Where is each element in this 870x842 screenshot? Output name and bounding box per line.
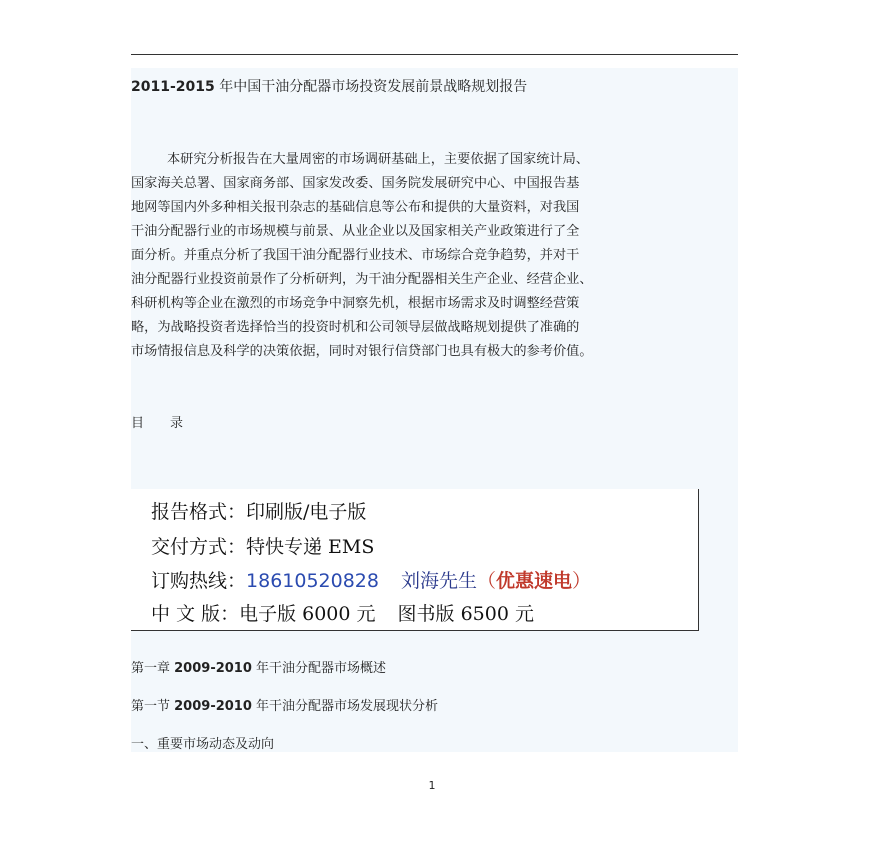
- format-label: 报告格式：: [151, 501, 247, 523]
- toc-text: 年干油分配器市场概述: [251, 661, 387, 676]
- promo-text: 优惠速电: [496, 570, 573, 592]
- intro-line: 油分配器行业投资前景作了分析研判，为干油分配器相关生产企业、经营企业、: [131, 272, 593, 287]
- intro-line: 略，为战略投资者选择恰当的投资时机和公司领导层做战略规划提供了准确的: [131, 320, 580, 335]
- price-row: [151, 599, 534, 626]
- intro-line: 市场情报信息及科学的决策依据，同时对银行信贷部门也具有极大的参考价值。: [131, 344, 593, 359]
- toc-heading: 目录: [131, 416, 210, 431]
- order-info-box: [131, 489, 699, 631]
- title-text: 年中国干油分配器市场投资发展前景战略规划报告: [214, 79, 528, 95]
- format-row: [151, 497, 366, 524]
- intro-line: 本研究分析报告在大量周密的市场调研基础上，主要依据了国家统计局、: [167, 152, 589, 167]
- toc-text: 年干油分配器市场发展现状分析: [251, 699, 439, 714]
- toc-prefix: 第一节: [131, 699, 175, 714]
- promo-open-paren: （: [477, 570, 497, 592]
- title-years: 2011-2015: [131, 79, 215, 95]
- toc-subsection-1[interactable]: [131, 733, 274, 752]
- toc-section-1[interactable]: [131, 695, 438, 714]
- delivery-value: 特快专递 EMS: [246, 536, 375, 558]
- hotline-label: 订购热线：: [151, 570, 247, 592]
- toc-prefix: 第一章: [131, 661, 175, 676]
- hotline-number[interactable]: 18610520828: [246, 570, 379, 592]
- format-value: 印刷版/电子版: [246, 501, 367, 523]
- report-title: [131, 76, 527, 96]
- hotline-contact: 刘海先生: [401, 570, 478, 592]
- toc-prefix: 一、重要市场动态及动向: [131, 737, 275, 752]
- toc-years: 2009-2010: [174, 699, 252, 714]
- toc-chapter-1[interactable]: [131, 657, 386, 676]
- price-electronic: 电子版 6000 元: [239, 603, 376, 625]
- price-label: 中 文 版：: [151, 603, 240, 625]
- header-rule: [131, 54, 738, 55]
- promo-close-paren: ）: [572, 570, 592, 592]
- page-number: 1: [428, 779, 436, 792]
- intro-line: 国家海关总署、国家商务部、国家发改委、国务院发展研究中心、中国报告基: [131, 176, 580, 191]
- intro-line: 干油分配器行业的市场规模与前景、从业企业以及国家相关产业政策进行了全: [131, 224, 580, 239]
- intro-paragraph: [131, 148, 738, 364]
- intro-line: 科研机构等企业在激烈的市场竞争中洞察先机，根据市场需求及时调整经营策: [131, 296, 580, 311]
- intro-line: 地网等国内外多种相关报刊杂志的基础信息等公布和提供的大量资料，对我国: [131, 200, 580, 215]
- price-print: 图书版 6500 元: [397, 603, 534, 625]
- delivery-label: 交付方式：: [151, 536, 247, 558]
- delivery-row: [151, 532, 374, 559]
- toc-years: 2009-2010: [174, 661, 252, 676]
- hotline-row: [151, 566, 591, 593]
- intro-line: 面分析。并重点分析了我国干油分配器行业技术、市场综合竞争趋势，并对干: [131, 248, 580, 263]
